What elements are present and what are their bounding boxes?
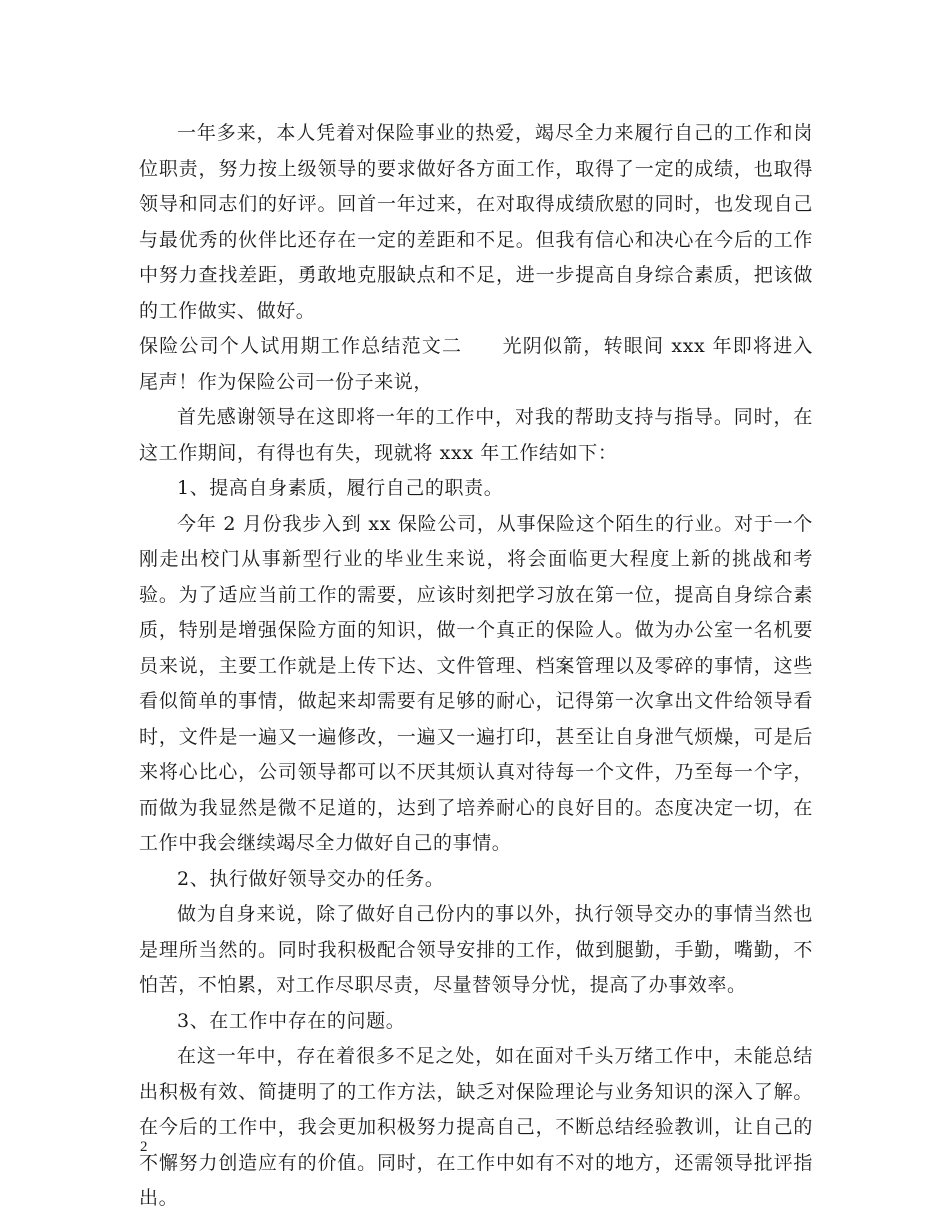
section-heading-1: 1、提高自身素质，履行自己的职责。 — [177, 477, 504, 499]
paragraph-section-2: 做为自身来说，除了做好自己份内的事以外，执行领导交办的事情当然也是理所当然的。同时我积极配合领导安排的工作，做到腿勤，手勤，嘴勤，不怕苦，不怕累，对工作尽职尽责，尽量替领导分忧，提高了办事效率。 — [139, 903, 813, 996]
paragraph-summary: 一年多来，本人凭着对保险事业的热爱，竭尽全力来履行自己的工作和岗位职责，努力按上级领导的要求做好各方面工作，取得了一定的成绩，也取得领导和同志们的好评。回首一年过来，在对取得成绩欣慰的同时，也发现自己与最优秀的伙伴比还存在一定的差距和不足。但我有信心和决心在今后的工作中努力查找差距，勇敢地克服缺点和不足，进一步提高自身综合素质，把该做的工作做实、做好。 — [139, 122, 813, 322]
paragraph-title-line: 保险公司个人试用期工作总结范文二 光阴似箭，转眼间 xxx 年即将进入尾声！作为保险公司一份子来说， — [139, 335, 813, 393]
section-heading-3: 3、在工作中存在的问题。 — [177, 1009, 406, 1032]
document-body — [139, 116, 813, 1217]
page-number: 2 — [140, 1139, 148, 1155]
section-heading-2: 2、执行做好领导交办的任务。 — [177, 867, 445, 890]
paragraph-section-3: 在这一年中，存在着很多不足之处，如在面对千头万绪工作中，未能总结出积极有效、简捷明了的工作方法，缺乏对保险理论与业务知识的深入了解。在今后的工作中，我会更加积极努力提高自己，不断总结经验教训，让自己的不懈努力创造应有的价值。同时，在工作中如有不对的地方，还需领导批评指出。 — [139, 1045, 813, 1209]
paragraph-thanks: 首先感谢领导在这即将一年的工作中，对我的帮助支持与指导。同时，在这工作期间，有得也有失，现就将 xxx 年工作结如下： — [139, 406, 813, 464]
paragraph-section-1: 今年 2 月份我步入到 xx 保险公司，从事保险这个陌生的行业。对于一个刚走出校门从事新型行业的毕业生来说，将会面临更大程度上新的挑战和考验。为了适应当前工作的需要，应该时刻把学习放在第一位，提高自身综合素质，特别是增强保险方面的知识，做一个真正的保险人。做为办公室一名机要员来说，主要工作就是上传下达、文件管理、档案管理以及零碎的事情，这些看似简单的事情，做起来却需要有足够的耐心，记得第一次拿出文件给领导看时，文件是一遍又一遍修改，一遍又一遍打印，甚至让自身泄气烦燥，可是后来将心比心，公司领导都可以不厌其烦认真对待每一个文件，乃至每一个字，而做为我显然是微不足道的，达到了培养耐心的良好目的。态度决定一切，在工作中我会继续竭尽全力做好自己的事情。 — [139, 512, 813, 854]
